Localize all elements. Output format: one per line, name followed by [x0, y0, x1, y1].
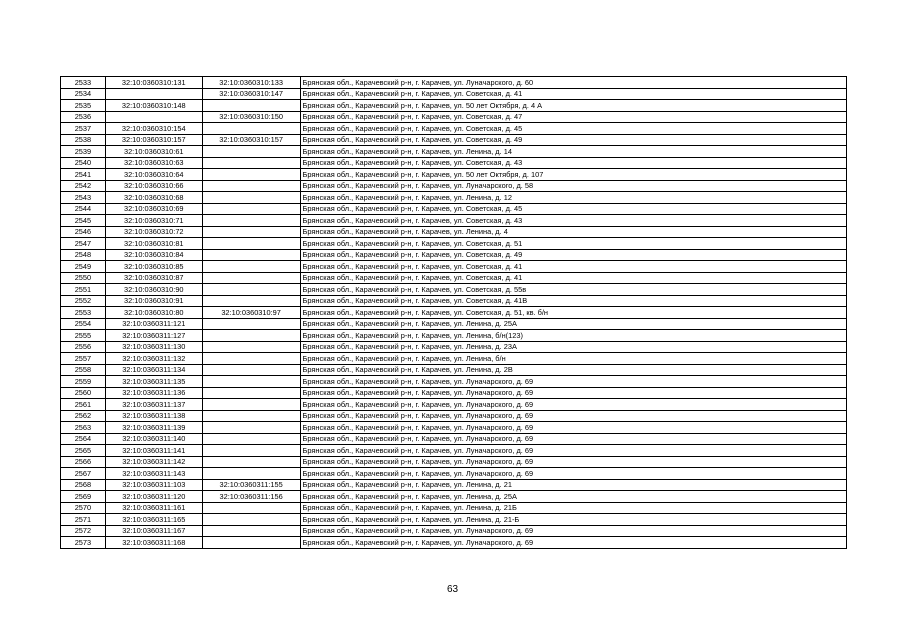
building-cadastral-number-cell — [202, 238, 300, 250]
row-number-cell: 2572 — [61, 525, 106, 537]
row-number-cell: 2544 — [61, 203, 106, 215]
cadastral-number-cell: 32:10:0360311:139 — [105, 422, 202, 434]
cadastral-number-cell: 32:10:0360310:64 — [105, 169, 202, 181]
cadastral-number-cell: 32:10:0360310:85 — [105, 261, 202, 273]
building-cadastral-number-cell — [202, 284, 300, 296]
table-row — [61, 88, 847, 100]
table-row — [61, 157, 847, 169]
table-row — [61, 502, 847, 514]
cadastral-number-cell: 32:10:0360311:137 — [105, 399, 202, 411]
table-row — [61, 353, 847, 365]
building-cadastral-number-cell: 32:10:0360311:155 — [202, 479, 300, 491]
row-number-cell: 2548 — [61, 249, 106, 261]
address-cell: Брянская обл., Карачевский р-н, г. Карачев, ул. Луначарского, д. 60 — [300, 77, 846, 89]
cadastral-number-cell: 32:10:0360311:103 — [105, 479, 202, 491]
building-cadastral-number-cell — [202, 433, 300, 445]
row-number-cell: 2555 — [61, 330, 106, 342]
row-number-cell: 2543 — [61, 192, 106, 204]
building-cadastral-number-cell — [202, 272, 300, 284]
address-cell: Брянская обл., Карачевский р-н, г. Карачев, ул. Советская, д. 47 — [300, 111, 846, 123]
row-number-cell: 2542 — [61, 180, 106, 192]
cadastral-number-cell: 32:10:0360310:69 — [105, 203, 202, 215]
building-cadastral-number-cell — [202, 353, 300, 365]
cadastral-number-cell: 32:10:0360310:157 — [105, 134, 202, 146]
table-row — [61, 261, 847, 273]
address-cell: Брянская обл., Карачевский р-н, г. Карачев, ул. Советская, д. 55в — [300, 284, 846, 296]
table-row — [61, 249, 847, 261]
building-cadastral-number-cell — [202, 468, 300, 480]
row-number-cell: 2562 — [61, 410, 106, 422]
row-number-cell: 2537 — [61, 123, 106, 135]
cadastral-number-cell: 32:10:0360310:87 — [105, 272, 202, 284]
address-cell: Брянская обл., Карачевский р-н, г. Карачев, ул. 50 лет Октября, д. 107 — [300, 169, 846, 181]
address-cell: Брянская обл., Карачевский р-н, г. Карачев, ул. Советская, д. 41 — [300, 272, 846, 284]
row-number-cell: 2560 — [61, 387, 106, 399]
cadastral-number-cell: 32:10:0360310:90 — [105, 284, 202, 296]
cadastral-number-cell: 32:10:0360311:165 — [105, 514, 202, 526]
address-cell: Брянская обл., Карачевский р-н, г. Карачев, ул. Ленина, д. 21-Б — [300, 514, 846, 526]
building-cadastral-number-cell — [202, 192, 300, 204]
address-cell: Брянская обл., Карачевский р-н, г. Карачев, ул. Советская, д. 45 — [300, 123, 846, 135]
address-cell: Брянская обл., Карачевский р-н, г. Карачев, ул. Советская, д. 45 — [300, 203, 846, 215]
table-row — [61, 479, 847, 491]
cadastral-number-cell: 32:10:0360311:121 — [105, 318, 202, 330]
row-number-cell: 2558 — [61, 364, 106, 376]
building-cadastral-number-cell — [202, 341, 300, 353]
address-cell: Брянская обл., Карачевский р-н, г. Карачев, ул. Советская, д. 43 — [300, 157, 846, 169]
building-cadastral-number-cell — [202, 226, 300, 238]
cadastral-number-cell: 32:10:0360311:161 — [105, 502, 202, 514]
building-cadastral-number-cell — [202, 387, 300, 399]
address-cell: Брянская обл., Карачевский р-н, г. Карачев, ул. 50 лет Октября, д. 4 А — [300, 100, 846, 112]
table-row — [61, 226, 847, 238]
address-cell: Брянская обл., Карачевский р-н, г. Карачев, ул. Ленина, б/н(123) — [300, 330, 846, 342]
table-row — [61, 284, 847, 296]
building-cadastral-number-cell — [202, 169, 300, 181]
table-row — [61, 537, 847, 549]
address-cell: Брянская обл., Карачевский р-н, г. Карачев, ул. Советская, д. 41В — [300, 295, 846, 307]
table-row — [61, 341, 847, 353]
address-cell: Брянская обл., Карачевский р-н, г. Карачев, ул. Луначарского, д. 69 — [300, 468, 846, 480]
building-cadastral-number-cell — [202, 295, 300, 307]
address-cell: Брянская обл., Карачевский р-н, г. Карачев, ул. Луначарского, д. 69 — [300, 410, 846, 422]
row-number-cell: 2557 — [61, 353, 106, 365]
cadastral-number-cell: 32:10:0360311:134 — [105, 364, 202, 376]
cadastral-number-cell: 32:10:0360310:72 — [105, 226, 202, 238]
table-row — [61, 146, 847, 158]
row-number-cell: 2535 — [61, 100, 106, 112]
table-row — [61, 364, 847, 376]
building-cadastral-number-cell — [202, 537, 300, 549]
address-cell: Брянская обл., Карачевский р-н, г. Карачев, ул. Ленина, д. 14 — [300, 146, 846, 158]
cadastral-number-cell: 32:10:0360310:84 — [105, 249, 202, 261]
table-row — [61, 525, 847, 537]
address-cell: Брянская обл., Карачевский р-н, г. Карачев, ул. Луначарского, д. 69 — [300, 387, 846, 399]
building-cadastral-number-cell — [202, 445, 300, 457]
building-cadastral-number-cell: 32:10:0360310:133 — [202, 77, 300, 89]
row-number-cell: 2565 — [61, 445, 106, 457]
row-number-cell: 2534 — [61, 88, 106, 100]
table-row — [61, 272, 847, 284]
row-number-cell: 2571 — [61, 514, 106, 526]
table-row — [61, 330, 847, 342]
registry-table — [60, 76, 847, 549]
row-number-cell: 2551 — [61, 284, 106, 296]
cadastral-number-cell: 32:10:0360310:63 — [105, 157, 202, 169]
cadastral-number-cell: 32:10:0360310:61 — [105, 146, 202, 158]
table-row — [61, 203, 847, 215]
address-cell: Брянская обл., Карачевский р-н, г. Карачев, ул. Советская, д. 41 — [300, 261, 846, 273]
row-number-cell: 2539 — [61, 146, 106, 158]
registry-table-body — [61, 77, 847, 549]
row-number-cell: 2550 — [61, 272, 106, 284]
cadastral-number-cell: 32:10:0360310:71 — [105, 215, 202, 227]
row-number-cell: 2546 — [61, 226, 106, 238]
address-cell: Брянская обл., Карачевский р-н, г. Карачев, ул. Ленина, д. 2В — [300, 364, 846, 376]
building-cadastral-number-cell — [202, 364, 300, 376]
row-number-cell: 2538 — [61, 134, 106, 146]
cadastral-number-cell: 32:10:0360310:81 — [105, 238, 202, 250]
building-cadastral-number-cell — [202, 249, 300, 261]
building-cadastral-number-cell: 32:10:0360310:157 — [202, 134, 300, 146]
building-cadastral-number-cell — [202, 514, 300, 526]
row-number-cell: 2556 — [61, 341, 106, 353]
cadastral-number-cell: 32:10:0360311:136 — [105, 387, 202, 399]
address-cell: Брянская обл., Карачевский р-н, г. Карачев, ул. Советская, д. 49 — [300, 134, 846, 146]
cadastral-number-cell: 32:10:0360310:154 — [105, 123, 202, 135]
cadastral-number-cell: 32:10:0360311:120 — [105, 491, 202, 503]
table-row — [61, 445, 847, 457]
address-cell: Брянская обл., Карачевский р-н, г. Карачев, ул. Луначарского, д. 69 — [300, 525, 846, 537]
building-cadastral-number-cell — [202, 123, 300, 135]
table-row — [61, 318, 847, 330]
table-row — [61, 238, 847, 250]
cadastral-number-cell: 32:10:0360311:127 — [105, 330, 202, 342]
address-cell: Брянская обл., Карачевский р-н, г. Карачев, ул. Ленина, д. 21Б — [300, 502, 846, 514]
building-cadastral-number-cell — [202, 203, 300, 215]
row-number-cell: 2533 — [61, 77, 106, 89]
building-cadastral-number-cell — [202, 180, 300, 192]
address-cell: Брянская обл., Карачевский р-н, г. Карачев, ул. Луначарского, д. 69 — [300, 537, 846, 549]
building-cadastral-number-cell — [202, 215, 300, 227]
cadastral-number-cell: 32:10:0360311:135 — [105, 376, 202, 388]
address-cell: Брянская обл., Карачевский р-н, г. Карачев, ул. Луначарского, д. 69 — [300, 445, 846, 457]
row-number-cell: 2549 — [61, 261, 106, 273]
building-cadastral-number-cell: 32:10:0360310:97 — [202, 307, 300, 319]
address-cell: Брянская обл., Карачевский р-н, г. Карачев, ул. Советская, д. 51 — [300, 238, 846, 250]
row-number-cell: 2566 — [61, 456, 106, 468]
row-number-cell: 2567 — [61, 468, 106, 480]
row-number-cell: 2553 — [61, 307, 106, 319]
row-number-cell: 2552 — [61, 295, 106, 307]
building-cadastral-number-cell — [202, 502, 300, 514]
address-cell: Брянская обл., Карачевский р-н, г. Карачев, ул. Ленина, д. 12 — [300, 192, 846, 204]
table-row — [61, 456, 847, 468]
cadastral-number-cell: 32:10:0360311:143 — [105, 468, 202, 480]
row-number-cell: 2547 — [61, 238, 106, 250]
row-number-cell: 2568 — [61, 479, 106, 491]
table-row — [61, 422, 847, 434]
address-cell: Брянская обл., Карачевский р-н, г. Карачев, ул. Советская, д. 43 — [300, 215, 846, 227]
address-cell: Брянская обл., Карачевский р-н, г. Карачев, ул. Луначарского, д. 69 — [300, 433, 846, 445]
building-cadastral-number-cell — [202, 399, 300, 411]
table-row — [61, 399, 847, 411]
cadastral-number-cell: 32:10:0360311:168 — [105, 537, 202, 549]
cadastral-number-cell — [105, 88, 202, 100]
building-cadastral-number-cell — [202, 330, 300, 342]
building-cadastral-number-cell — [202, 525, 300, 537]
table-row — [61, 307, 847, 319]
row-number-cell: 2540 — [61, 157, 106, 169]
address-cell: Брянская обл., Карачевский р-н, г. Карачев, ул. Луначарского, д. 69 — [300, 399, 846, 411]
address-cell: Брянская обл., Карачевский р-н, г. Карачев, ул. Ленина, д. 25А — [300, 491, 846, 503]
row-number-cell: 2563 — [61, 422, 106, 434]
table-row — [61, 111, 847, 123]
cadastral-number-cell: 32:10:0360310:80 — [105, 307, 202, 319]
row-number-cell: 2536 — [61, 111, 106, 123]
address-cell: Брянская обл., Карачевский р-н, г. Карачев, ул. Советская, д. 51, кв. б/н — [300, 307, 846, 319]
page-number: 63 — [446, 584, 459, 595]
table-row — [61, 514, 847, 526]
cadastral-number-cell: 32:10:0360311:138 — [105, 410, 202, 422]
building-cadastral-number-cell — [202, 410, 300, 422]
address-cell: Брянская обл., Карачевский р-н, г. Карачев, ул. Ленина, б/н — [300, 353, 846, 365]
address-cell: Брянская обл., Карачевский р-н, г. Карачев, ул. Ленина, д. 23А — [300, 341, 846, 353]
table-row — [61, 134, 847, 146]
cadastral-number-cell — [105, 111, 202, 123]
table-row — [61, 100, 847, 112]
cadastral-number-cell: 32:10:0360311:140 — [105, 433, 202, 445]
cadastral-number-cell: 32:10:0360310:66 — [105, 180, 202, 192]
building-cadastral-number-cell — [202, 157, 300, 169]
building-cadastral-number-cell: 32:10:0360311:156 — [202, 491, 300, 503]
table-row — [61, 77, 847, 89]
cadastral-number-cell: 32:10:0360310:68 — [105, 192, 202, 204]
table-row — [61, 387, 847, 399]
table-row — [61, 410, 847, 422]
building-cadastral-number-cell — [202, 318, 300, 330]
building-cadastral-number-cell — [202, 376, 300, 388]
cadastral-number-cell: 32:10:0360311:141 — [105, 445, 202, 457]
address-cell: Брянская обл., Карачевский р-н, г. Карачев, ул. Луначарского, д. 69 — [300, 422, 846, 434]
table-row — [61, 468, 847, 480]
building-cadastral-number-cell — [202, 456, 300, 468]
row-number-cell: 2570 — [61, 502, 106, 514]
row-number-cell: 2569 — [61, 491, 106, 503]
row-number-cell: 2561 — [61, 399, 106, 411]
row-number-cell: 2573 — [61, 537, 106, 549]
table-row — [61, 491, 847, 503]
building-cadastral-number-cell — [202, 100, 300, 112]
table-row — [61, 123, 847, 135]
cadastral-number-cell: 32:10:0360310:131 — [105, 77, 202, 89]
table-row — [61, 433, 847, 445]
address-cell: Брянская обл., Карачевский р-н, г. Карачев, ул. Луначарского, д. 58 — [300, 180, 846, 192]
address-cell: Брянская обл., Карачевский р-н, г. Карачев, ул. Луначарского, д. 69 — [300, 376, 846, 388]
building-cadastral-number-cell: 32:10:0360310:147 — [202, 88, 300, 100]
row-number-cell: 2559 — [61, 376, 106, 388]
cadastral-number-cell: 32:10:0360311:132 — [105, 353, 202, 365]
row-number-cell: 2554 — [61, 318, 106, 330]
row-number-cell: 2541 — [61, 169, 106, 181]
table-row — [61, 215, 847, 227]
table-row — [61, 192, 847, 204]
address-cell: Брянская обл., Карачевский р-н, г. Карачев, ул. Луначарского, д. 69 — [300, 456, 846, 468]
row-number-cell: 2564 — [61, 433, 106, 445]
address-cell: Брянская обл., Карачевский р-н, г. Карачев, ул. Ленина, д. 25А — [300, 318, 846, 330]
cadastral-number-cell: 32:10:0360311:142 — [105, 456, 202, 468]
building-cadastral-number-cell — [202, 422, 300, 434]
building-cadastral-number-cell: 32:10:0360310:150 — [202, 111, 300, 123]
building-cadastral-number-cell — [202, 146, 300, 158]
cadastral-number-cell: 32:10:0360311:130 — [105, 341, 202, 353]
cadastral-number-cell: 32:10:0360310:91 — [105, 295, 202, 307]
building-cadastral-number-cell — [202, 261, 300, 273]
address-cell: Брянская обл., Карачевский р-н, г. Карачев, ул. Ленина, д. 4 — [300, 226, 846, 238]
row-number-cell: 2545 — [61, 215, 106, 227]
address-cell: Брянская обл., Карачевский р-н, г. Карачев, ул. Ленина, д. 21 — [300, 479, 846, 491]
address-cell: Брянская обл., Карачевский р-н, г. Карачев, ул. Советская, д. 49 — [300, 249, 846, 261]
cadastral-number-cell: 32:10:0360311:167 — [105, 525, 202, 537]
table-row — [61, 169, 847, 181]
cadastral-number-cell: 32:10:0360310:148 — [105, 100, 202, 112]
table-row — [61, 180, 847, 192]
address-cell: Брянская обл., Карачевский р-н, г. Карачев, ул. Советская, д. 41 — [300, 88, 846, 100]
table-row — [61, 376, 847, 388]
table-row — [61, 295, 847, 307]
